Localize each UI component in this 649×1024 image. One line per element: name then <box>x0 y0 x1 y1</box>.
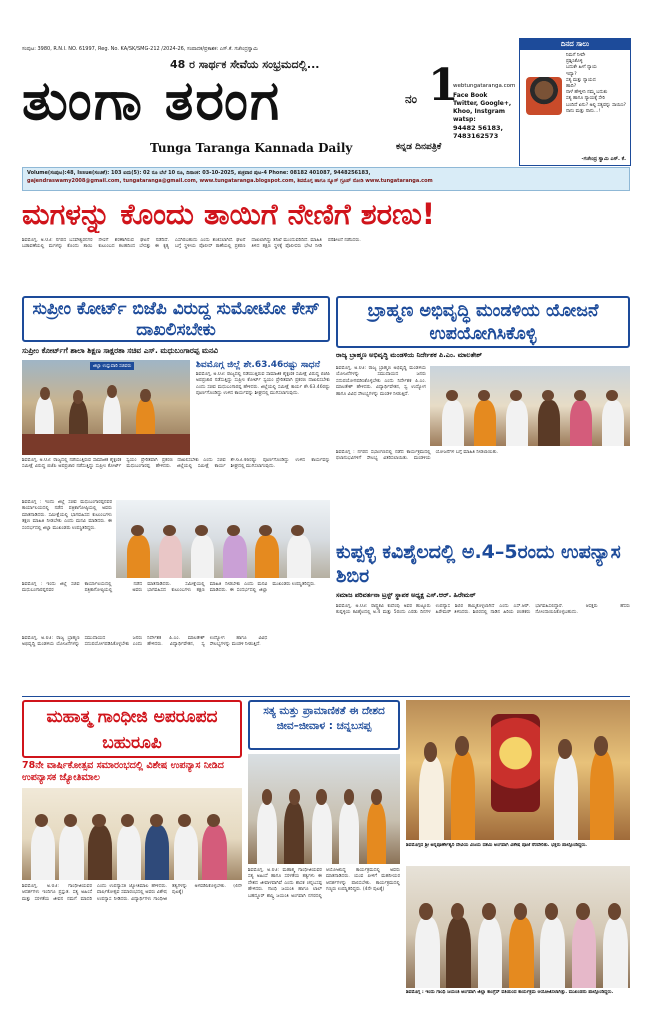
masthead-tagline: 48 ರ ಸಾರ್ಥಕ ಸೇವೆಯ ಸಂಭ್ರಮದಲ್ಲಿ... <box>170 58 320 71</box>
congress-photo <box>406 866 630 988</box>
brahmin-subheadline: ರಾಜ್ಯ ಬ್ರಾಹ್ಮಣ ಅಭಿವೃದ್ಧಿ ಮಂಡಳಿಯ ನಿರ್ದೇಶಕ ಪಿ.ಎಂ. ಮಾಲತೇಶ್ <box>336 351 482 359</box>
sc-body2: ಶಿವಮೊಗ್ಗ : ಇಂದು ಜಿಲ್ಲೆ ಸಚಿವ ಮಧುಬಂಗಾರಪ್ಪನವರ ಕಾರ್ಯಾಲಯದಲ್ಲಿ ನಡೆದ ಪತ್ರಿಕಾಗೋಷ್ಠಿಯಲ್ಲಿ ಅವರು ಮಾತನಾಡಿದರು. ಸಮೀಕ್ಷೆಯಲ್ಲಿ ಭಾಗವಹಿಸದ ಕುಟುಂಬಗಳು ತಕ್ಷಣ ಮಾಹಿತಿ ನೀಡಬೇಕು ಎಂದು ಮನವಿ ಮಾಡಿದರು. ಈ ಸಂದರ್ಭದಲ್ಲಿ ಜಿಲ್ಲಾ ಮುಖಂಡರು ಉಪಸ್ಥಿತರಿದ್ದರು. <box>22 582 316 594</box>
sc-side-text: ಶಿವಮೊಗ್ಗ : ಇಂದು ಜಿಲ್ಲೆ ಸಚಿವ ಮಧುಬಂಗಾರಪ್ಪನವರ ಕಾರ್ಯಾಲಯದಲ್ಲಿ ನಡೆದ ಪತ್ರಿಕಾಗೋಷ್ಠಿಯಲ್ಲಿ ಅವರು ಮಾತನಾಡಿದರು. ಸಮೀಕ್ಷೆಯಲ್ಲಿ ಭಾಗವಹಿಸದ ಕುಟುಂಬಗಳು ತಕ್ಷಣ ಮಾಹಿತಿ ನೀಡಬೇಕು ಎಂದು ಮನವಿ ಮಾಡಿದರು. ಈ ಸಂದರ್ಭದಲ್ಲಿ ಜಿಲ್ಲಾ ಮುಖಂಡರು ಉಪಸ್ಥಿತರಿದ್ದರು. <box>22 500 112 531</box>
lead-body: ಶಿವಮೊಗ್ಗ, ಅ.03: ನಗರದ ಬಸವೇಶ್ವರನಗರ ಬಡಾವಣೆಯಲ್ಲಿ ಮಗಳನ್ನು ಕೊಂದು ತಾಯಿ ನೇಣಿಗೆ ಶರಣಾಗಿರುವ ಘಟನೆ ನಡೆದಿದೆ. ಕುಟುಂಬದ ಕಲಹದಿಂದ ಬೇಸತ್ತು ಈ ಕೃತ್ಯ ಎಸಗಿರಬಹುದು ಎಂದು ಶಂಕಿಸಲಾಗಿದೆ. ಘಟನೆ ಬಗ್ಗೆ ಸ್ಥಳೀಯ ಪೊಲೀಸ್ ಠಾಣೆಯಲ್ಲಿ ಪ್ರಕರಣ ದಾಖಲಾಗಿದ್ದು ತನಿಖೆ ಮುಂದುವರಿದಿದೆ. ಮಾಹಿತಿ ತಿಳಿದ ತಕ್ಷಣ ಸ್ಥಳಕ್ಕೆ ಪೊಲೀಸರು ಭೇಟಿ ನೀಡಿ ಪರಿಶೀಲನೆ ನಡೆಸಿದರು. <box>22 238 361 250</box>
sc-photo-group <box>116 500 330 578</box>
sc-headline-box <box>22 296 330 342</box>
truth-photo <box>248 754 400 864</box>
truth-headline-box <box>248 700 400 750</box>
section-divider <box>22 696 630 697</box>
masthead-phones: 94482 56183, 7483162573 <box>453 124 503 140</box>
sc-subheadline: ಸುಪ್ರೀಂ ಕೋರ್ಟ್‌ಗೆ ಶಾಲಾ ಶಿಕ್ಷಣ ಸಾಕ್ಷರತಾ ಸಚಿವ ಎಸ್. ಮಧುಬಂಗಾರಪ್ಪ ಮನವಿ <box>22 346 218 355</box>
masthead-title: ತುಂಗಾ ತರಂಗ <box>22 68 282 132</box>
info-bar <box>22 167 630 191</box>
gandhi-body: ಶಿವಮೊಗ್ಗ, ಅ.03: ಗಾಂಧೀಜಿಯವರ ಆದರ್ಶಗಳು ಇಂದಿಗೂ ಪ್ರಸ್ತುತ. ಸತ್ಯ ಅಹಿಂಸೆ ಮತ್ತು ಸರಳತೆಯ ಜೀವನ ನಮಗೆ ಮಾದರಿ ಎಂದು ಉಪನ್ಯಾಸಕಿ ಜ್ಯೋತಿಮಾಲ ಹೇಳಿದರು. ವಾರ್ಷಿಕೋತ್ಸವ ಸಮಾರಂಭದಲ್ಲಿ ಅವರು ವಿಶೇಷ ಉಪನ್ಯಾಸ ನೀಡಿದರು. ವಿದ್ಯಾರ್ಥಿಗಳು ಗಾಂಧೀಜಿ ತತ್ವಗಳನ್ನು ಅಳವಡಿಸಿಕೊಳ್ಳಬೇಕು. (4ನೇ ಪುಟಕ್ಕೆ) <box>22 884 242 902</box>
kuppalli-body: ಶಿವಮೊಗ್ಗ, ಅ.03: ರಾಷ್ಟ್ರಕವಿ ಕುವೆಂಪು ಅವರ ಹುಟ್ಟೂರು ಕುಪ್ಪಳ್ಳಿಯ ಕವಿಶೈಲದಲ್ಲಿ ಅ.4 ಮತ್ತು 5ರಂದು ಎರಡು ದಿನಗಳ ಉಪನ್ಯಾಸ ಶಿಬಿರ ಹಮ್ಮಿಕೊಳ್ಳಲಾಗಿದೆ ಎಂದು ಎಸ್.ಆರ್. ಹಿರೇಮಠ್ ತಿಳಿಸಿದರು. ಶಿಬಿರದಲ್ಲಿ ನಾಡಿನ ಹಿರಿಯ ಚಿಂತಕರು ಭಾಗವಹಿಸಲಿದ್ದಾರೆ. ಆಸಕ್ತರು ಹೆಸರು ನೋಂದಾಯಿಸಿಕೊಳ್ಳಬಹುದು. <box>336 604 630 616</box>
kuppalli-headline: ಕುಪ್ಪಳ್ಳಿ ಕವಿಶೈಲದಲ್ಲಿ ಅ.4–5ರಂದು ಉಪನ್ಯಾಸ ಶಿಬಿರ <box>336 541 621 587</box>
temple-photo <box>406 700 630 840</box>
truth-headline: ಸತ್ಯ ಮತ್ತು ಪ್ರಾಮಾಣಿಕತೆ ಈ ದೇಶದ ಜೀವ–ಜೀವಾಳ : ಚನ್ನಬಸಪ್ಪ <box>263 705 385 732</box>
quote-box <box>519 38 631 166</box>
brahmin-photo <box>430 366 630 446</box>
sc-body: ಶಿವಮೊಗ್ಗ, ಅ.03: ರಾಜ್ಯದಲ್ಲಿ ನಡೆಯುತ್ತಿರುವ ಸಾಮಾಜಿಕ ಶೈಕ್ಷಣಿಕ ಸಮೀಕ್ಷೆ ವಿರುದ್ಧ ಬಿಜೆಪಿ ಅಪಪ್ರಚಾರ ನಡೆಸುತ್ತಿದ್ದು ಸುಪ್ರೀಂ ಕೋರ್ಟ್ ಸ್ವಯಂ ಪ್ರೇರಿತವಾಗಿ ಪ್ರಕರಣ ದಾಖಲಿಸಬೇಕು ಎಂದು ಸಚಿವ ಮಧುಬಂಗಾರಪ್ಪ ಹೇಳಿದರು. ಜಿಲ್ಲೆಯಲ್ಲಿ ಸಮೀಕ್ಷೆ ಕಾರ್ಯ ಶೇ.63.46ರಷ್ಟು ಪೂರ್ಣಗೊಂಡಿದ್ದು ಉಳಿದ ಕಾರ್ಯವನ್ನು ಶೀಘ್ರದಲ್ಲಿ ಮುಗಿಸಲಾಗುವುದು. <box>196 372 330 397</box>
lead-headline: ಮಗಳನ್ನು ಕೊಂದು ತಾಯಿಗೆ ನೇಣಿಗೆ ಶರಣು! <box>22 197 436 231</box>
issue-no-label: ನಂ <box>405 92 417 106</box>
sc-body2-cont: ಶಿವಮೊಗ್ಗ, ಅ.03: ರಾಜ್ಯ ಬ್ರಾಹ್ಮಣ ಅಭಿವೃದ್ಧಿ ಮಂಡಳಿಯ ಯೋಜನೆಗಳನ್ನು ಸಮುದಾಯದ ಜನರು ಸದುಪಯೋಗಪಡಿಸಿಕೊಳ್ಳಬೇಕು ಎಂದು ನಿರ್ದೇಶಕ ಪಿ.ಎಂ. ಮಾಲತೇಶ್ ಹೇಳಿದರು. ವಿದ್ಯಾರ್ಥಿವೇತನ, ಸ್ವ ಉದ್ಯೋಗ ಹಾಗೂ ವಿವಿಧ ಸೌಲಭ್ಯಗಳನ್ನು ಮಂಡಳಿ ನೀಡುತ್ತಿದೆ. <box>22 636 268 648</box>
kuppalli-subheadline: ಸಮಾಜ ಪರಿವರ್ತನಾ ಟ್ರಸ್ಟ್ ಸ್ಥಾಪಕ ಅಧ್ಯಕ್ಷ ಎಸ್.ಆರ್. ಹಿರೇಮಠ್ <box>336 591 476 599</box>
temple-caption: ಶಿವಮೊಗ್ಗದ ಶ್ರೀ ಅನ್ನಪೂರ್ಣೇಶ್ವರಿ ದೇವಿಯ ವಿಜಯ ದಶಮಿ ಅಂಗವಾಗಿ ವಿಶೇಷ ಪೂಜೆ ನೆರವೇರಿತು. ಭಕ್ತರು ಪಾಲ್ಗೊಂಡಿದ್ದರು. <box>406 843 588 848</box>
brahmin-headline: ಬ್ರಾಹ್ಮಣ ಅಭಿವೃದ್ಧಿ ಮಂಡಳಿಯ ಯೋಜನೆ ಉಪಯೋಗಿಸಿಕೊಳ್ಳಿ <box>367 301 599 344</box>
registry-line: ಸಂಪುಟ: 3980, R.N.I. NO. 61997, Reg. No. KA/SK/SMG-212 /2024-26, ಸಂಪಾದಕ/ಪ್ರಕಾಶಕ: ಎಸ್.ಕೆ. ಗಜೇಂದ್ರಸ್ವಾಮಿ <box>22 46 258 52</box>
masthead-subtitle-kn: ಕನ್ನಡ ದಿನಪತ್ರಿಕೆ <box>396 142 442 152</box>
masthead-social: Face Book Twitter, Google+, Khoo, Instgram watsp: <box>453 92 512 123</box>
sc-body-cont: ಶಿವಮೊಗ್ಗ, ಅ.03: ರಾಜ್ಯದಲ್ಲಿ ನಡೆಯುತ್ತಿರುವ ಸಾಮಾಜಿಕ ಶೈಕ್ಷಣಿಕ ಸಮೀಕ್ಷೆ ವಿರುದ್ಧ ಬಿಜೆಪಿ ಅಪಪ್ರಚಾರ ನಡೆಸುತ್ತಿದ್ದು ಸುಪ್ರೀಂ ಕೋರ್ಟ್ ಸ್ವಯಂ ಪ್ರೇರಿತವಾಗಿ ಪ್ರಕರಣ ದಾಖಲಿಸಬೇಕು ಎಂದು ಸಚಿವ ಮಧುಬಂಗಾರಪ್ಪ ಹೇಳಿದರು. ಜಿಲ್ಲೆಯಲ್ಲಿ ಸಮೀಕ್ಷೆ ಕಾರ್ಯ ಶೇ.63.46ರಷ್ಟು ಪೂರ್ಣಗೊಂಡಿದ್ದು ಉಳಿದ ಕಾರ್ಯವನ್ನು ಶೀಘ್ರದಲ್ಲಿ ಮುಗಿಸಲಾಗುವುದು. <box>22 458 330 470</box>
info-bar-line1: Volume(ಸಂಪುಟ):48, Issue(ಸಂಚಿಕೆ): 103 ಐದು(5): 02 ರೂ ಬೆಲೆ 10 ರೂ, ದಿನಾಂಕ: 03-10-2025, ಶುಕ್ರವಾರ ಪುಟ-4 Phone: 08182 401087, 9448256183, <box>27 170 371 176</box>
gandhi-headline: ಮಹಾತ್ಮ ಗಾಂಧೀಜಿ ಅಪರೂಪದ ಬಹುರೂಪಿ <box>46 707 218 753</box>
masthead-web[interactable]: webtungataranga.com <box>453 83 516 89</box>
brahmin-headline-box <box>336 296 630 348</box>
brahmin-body2: ಶಿವಮೊಗ್ಗ : ನಗರದ ಸಭಾಂಗಣದಲ್ಲಿ ನಡೆದ ಕಾರ್ಯಕ್ರಮದಲ್ಲಿ ಫಲಾನುಭವಿಗಳಿಗೆ ಸೌಲಭ್ಯ ವಿತರಿಸಲಾಯಿತು. ಮಂಡಳಿಯ ಯೋಜನೆಗಳ ಬಗ್ಗೆ ಮಾಹಿತಿ ನೀಡಲಾಯಿತು. <box>336 450 499 462</box>
gandhi-photo <box>22 788 242 880</box>
gandhi-subheadline: 78ನೇ ವಾರ್ಷಿಕೋತ್ಸವ ಸಮಾರಂಭದಲ್ಲಿ ವಿಶೇಷ ಉಪನ್ಯಾಸ ನೀಡಿದ ಉಪನ್ಯಾಸಕ ಜ್ಯೋತಿಮಾಲ <box>22 760 224 783</box>
gandhi-headline-box <box>22 700 242 758</box>
sc-photo-banner: ಜಿಲ್ಲಾ ಉಸ್ತುವಾರಿ ಸಚಿವರು <box>90 362 134 370</box>
brahmin-body: ಶಿವಮೊಗ್ಗ, ಅ.03: ರಾಜ್ಯ ಬ್ರಾಹ್ಮಣ ಅಭಿವೃದ್ಧಿ ಮಂಡಳಿಯ ಯೋಜನೆಗಳನ್ನು ಸಮುದಾಯದ ಜನರು ಸದುಪಯೋಗಪಡಿಸಿಕೊಳ್ಳಬೇಕು ಎಂದು ನಿರ್ದೇಶಕ ಪಿ.ಎಂ. ಮಾಲತೇಶ್ ಹೇಳಿದರು. ವಿದ್ಯಾರ್ಥಿವೇತನ, ಸ್ವ ಉದ್ಯೋಗ ಹಾಗೂ ವಿವಿಧ ಸೌಲಭ್ಯಗಳನ್ನು ಮಂಡಳಿ ನೀಡುತ್ತಿದೆ. <box>336 366 426 397</box>
sc-photo-press <box>22 360 190 455</box>
issue-no-value: 1 <box>428 60 459 111</box>
sc-stats-block <box>196 360 330 458</box>
quote-box-header: ದಿನದ ಸಾಲು <box>520 39 630 50</box>
truth-body: ಶಿವಮೊಗ್ಗ, ಅ.03: ಮಹಾತ್ಮ ಗಾಂಧೀಜಿಯವರ ಸತ್ಯ ಅಹಿಂಸೆ ಹಾಗೂ ಸರಳತೆಯ ತತ್ವಗಳು ಈ ದೇಶದ ಜೀವಾಳವಾಗಿವೆ ಎಂದು ಶಾಸಕ ಚನ್ನಬಸಪ್ಪ ಹೇಳಿದರು. ಗಾಂಧಿ ಜಯಂತಿ ಹಾಗೂ ಲಾಲ್ ಬಹದ್ದೂರ್ ಶಾಸ್ತ್ರಿ ಜಯಂತಿ ಅಂಗವಾಗಿ ನಗರದಲ್ಲಿ ಆಯೋಜಿಸಿದ್ದ ಕಾರ್ಯಕ್ರಮದಲ್ಲಿ ಅವರು ಮಾತನಾಡಿದರು. ಯುವ ಪೀಳಿಗೆ ಮಹನೀಯರ ಆದರ್ಶಗಳನ್ನು ಪಾಲಿಸಬೇಕು. ಕಾರ್ಯಕ್ರಮದಲ್ಲಿ ಗಣ್ಯರು ಉಪಸ್ಥಿತರಿದ್ದರು. (4ನೇ ಪುಟಕ್ಕೆ) <box>248 868 400 899</box>
info-bar-line2[interactable]: gajendraswamy2008@gmail.com, tungataranga@gmail.com, www.tungataranga.blogspot.com, ಶಿವಮೊಗ್ಗ ಹಾಗೂ ನ್ಯೂಸ್ ಗ್ರೂಪ್ ನೋಡಿ www.tungataranga.com <box>27 178 433 184</box>
quote-author: -ಗಜೇಂದ್ರ ಸ್ವಾಮಿ ಎಸ್. ಕೆ. <box>581 156 626 162</box>
congress-caption: ಶಿವಮೊಗ್ಗ : ಇಂದು ಗಾಂಧಿ ಜಯಂತಿ ಅಂಗವಾಗಿ ಜಿಲ್ಲಾ ಕಾಂಗ್ರೆಸ್ ವತಿಯಿಂದ ಕಾರ್ಯಕ್ರಮ ಆಯೋಜಿಸಲಾಗಿತ್ತು. ಮುಖಂಡರು ಪಾಲ್ಗೊಂಡಿದ್ದರು. <box>406 990 614 995</box>
masthead-subtitle-en: Tunga Taranga Kannada Daily <box>150 141 353 155</box>
sc-headline: ಸುಪ್ರೀಂ ಕೋರ್ಟ್ ಬಿಜೆಪಿ ವಿರುದ್ದ ಸುಮೋಟೋ ಕೇಸ್ ದಾಖಲಿಸಬೇಕು <box>32 299 320 340</box>
quote-text: ನಿಮಗೆ ನೀವೇ ಪ್ರಶ್ನಿಸಿಕೊಳ್ಳಿ ಬದುಕೇ ಹೀಗೆ ನ್ಯಾಯ ಇದ್ಯಾ? ಸತ್ಯ ಮತ್ತು ನ್ಯಾಯದ ಹಾದಿ? ನಾಳೆ ಹೇಳ್ತೀನಿ ನಮ್ಮ ಬದುಕು ಸತ್ಯ ಹಾಗೂ ನ್ಯಾಯಕ್ಕೆ ಸೇರಿ ಬಂದಿದೆ ಏನು? ಅಲ್ಲಿ ಸತ್ಯವನ್ನು ಸಾಯಿಸಿ? ನಾನು ಮತ್ತು ನಾನು...! <box>566 53 626 114</box>
sc-photo-caption: ಶಿವಮೊಗ್ಗ ಜಿಲ್ಲೆ ಶೇ.63.46ರಷ್ಟು ಸಾಧನೆ <box>196 360 320 370</box>
